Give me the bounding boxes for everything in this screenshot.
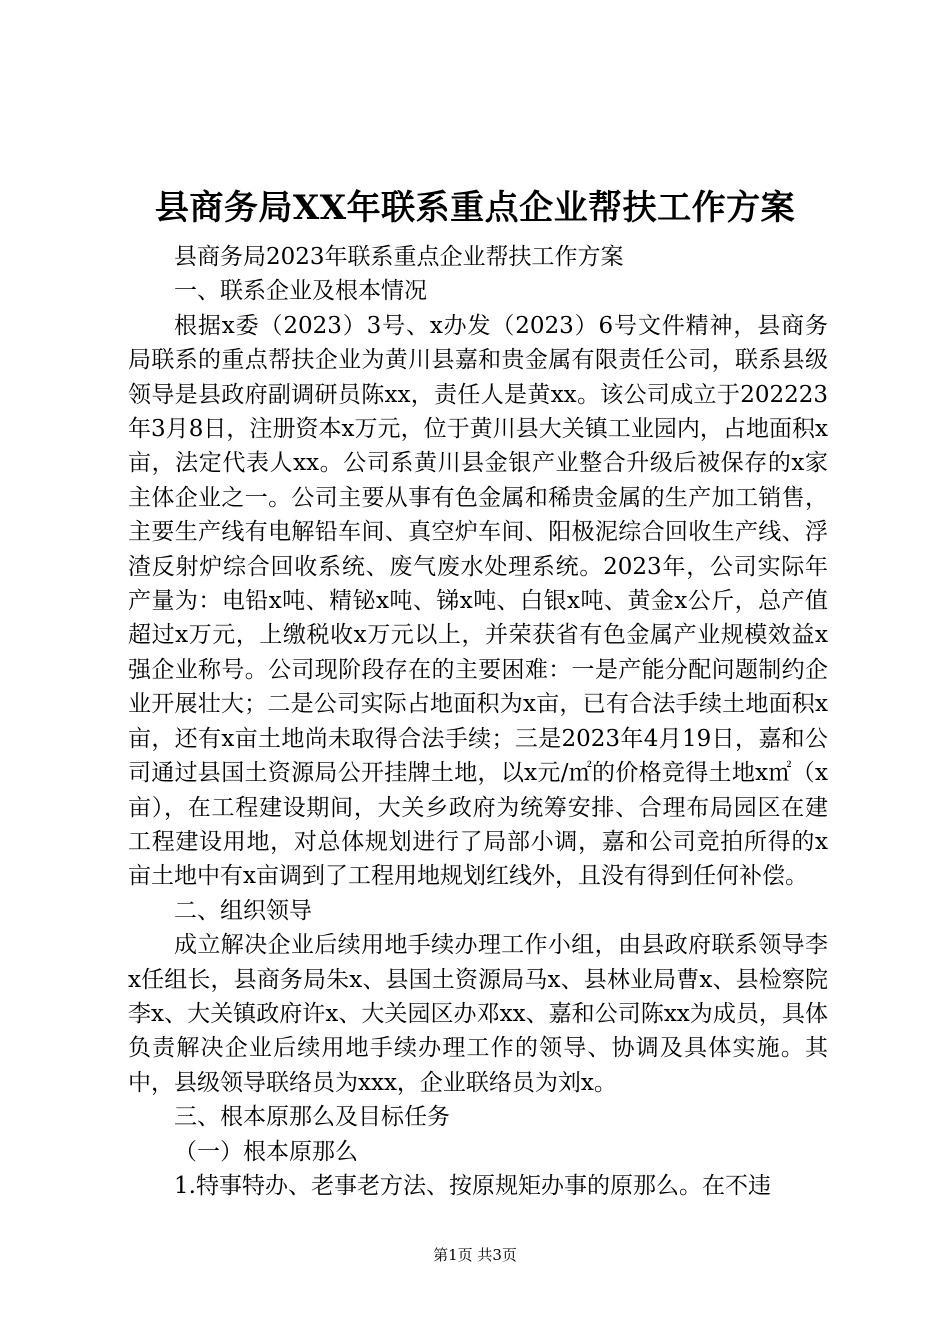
subsection-heading: （一）根本原那么 — [174, 1138, 358, 1165]
document-body — [128, 240, 828, 1203]
paragraph-subtitle: 县商务局2023年联系重点企业帮扶工作方案 — [174, 244, 624, 270]
section-heading-1: 一、联系企业及根本情况 — [174, 278, 427, 305]
paragraph-principle-1: 1.特事特办、老事老方法、按原规矩办事的原那么。在不违 — [174, 1172, 771, 1199]
page-footer: 第1页 共3页 — [433, 1246, 517, 1264]
section-heading-2: 二、组织领导 — [174, 897, 312, 924]
paragraph-organization: 成立解决企业后续用地手续办理工作小组，由县政府联系领导李x任组长，县商务局朱x、县国土资源局马x、县林业局曹x、县检察院李x、大关镇政府许x、大关园区办邓xx、嘉和公司陈xx为成员，具体负责解决企业后续用地手续办理工作的领导、协调及具体实施。其中，县级领导联络员为xxx，企业联络员为刘x。 — [128, 932, 828, 1096]
section-heading-3: 三、根本原那么及目标任务 — [174, 1104, 450, 1131]
document-title: 县商务局XX年联系重点企业帮扶工作方案 — [154, 188, 796, 228]
paragraph-enterprise-info: 根据x委（2023）3号、x办发（2023）6号文件精神，县商务局联系的重点帮扶企业为黄川县嘉和贵金属有限责任公司，联系县级领导是县政府副调研员陈xx，责任人是黄xx。该公司成立于202223年3月8日，注册资本x万元，位于黄川县大关镇工业园内，占地面积x亩，法定代表人xx。公司系黄川县金银产业整合升级后被保存的x家主体企业之一。公司主要从事有色金属和稀贵金属的生产加工销售，主要生产线有电解铅车间、真空炉车间、阳极泥综合回收生产线、浮渣反射炉综合回收系统、废气废水处理系统。2023年，公司实际年产量为：电铅x吨、精铋x吨、锑x吨、白银x吨、黄金x公斤，总产值超过x万元，上缴税收x万元以上，并荣获省有色金属产业规模效益x强企业称号。公司现阶段存在的主要困难：一是产能分配问题制约企业开展壮大；二是公司实际占地面积为x亩，已有合法手续土地面积x亩，还有x亩土地尚未取得合法手续；三是2023年4月19日，嘉和公司通过县国土资源局公开挂牌土地，以x元/㎡的价格竞得土地x㎡（x亩），在工程建设期间，大关乡政府为统筹安排、合理布局园区在建工程建设用地，对总体规划进行了局部小调，嘉和公司竞拍所得的x亩土地中有x亩调到了工程用地规划红线外，且没有得到任何补偿。 — [128, 312, 828, 890]
